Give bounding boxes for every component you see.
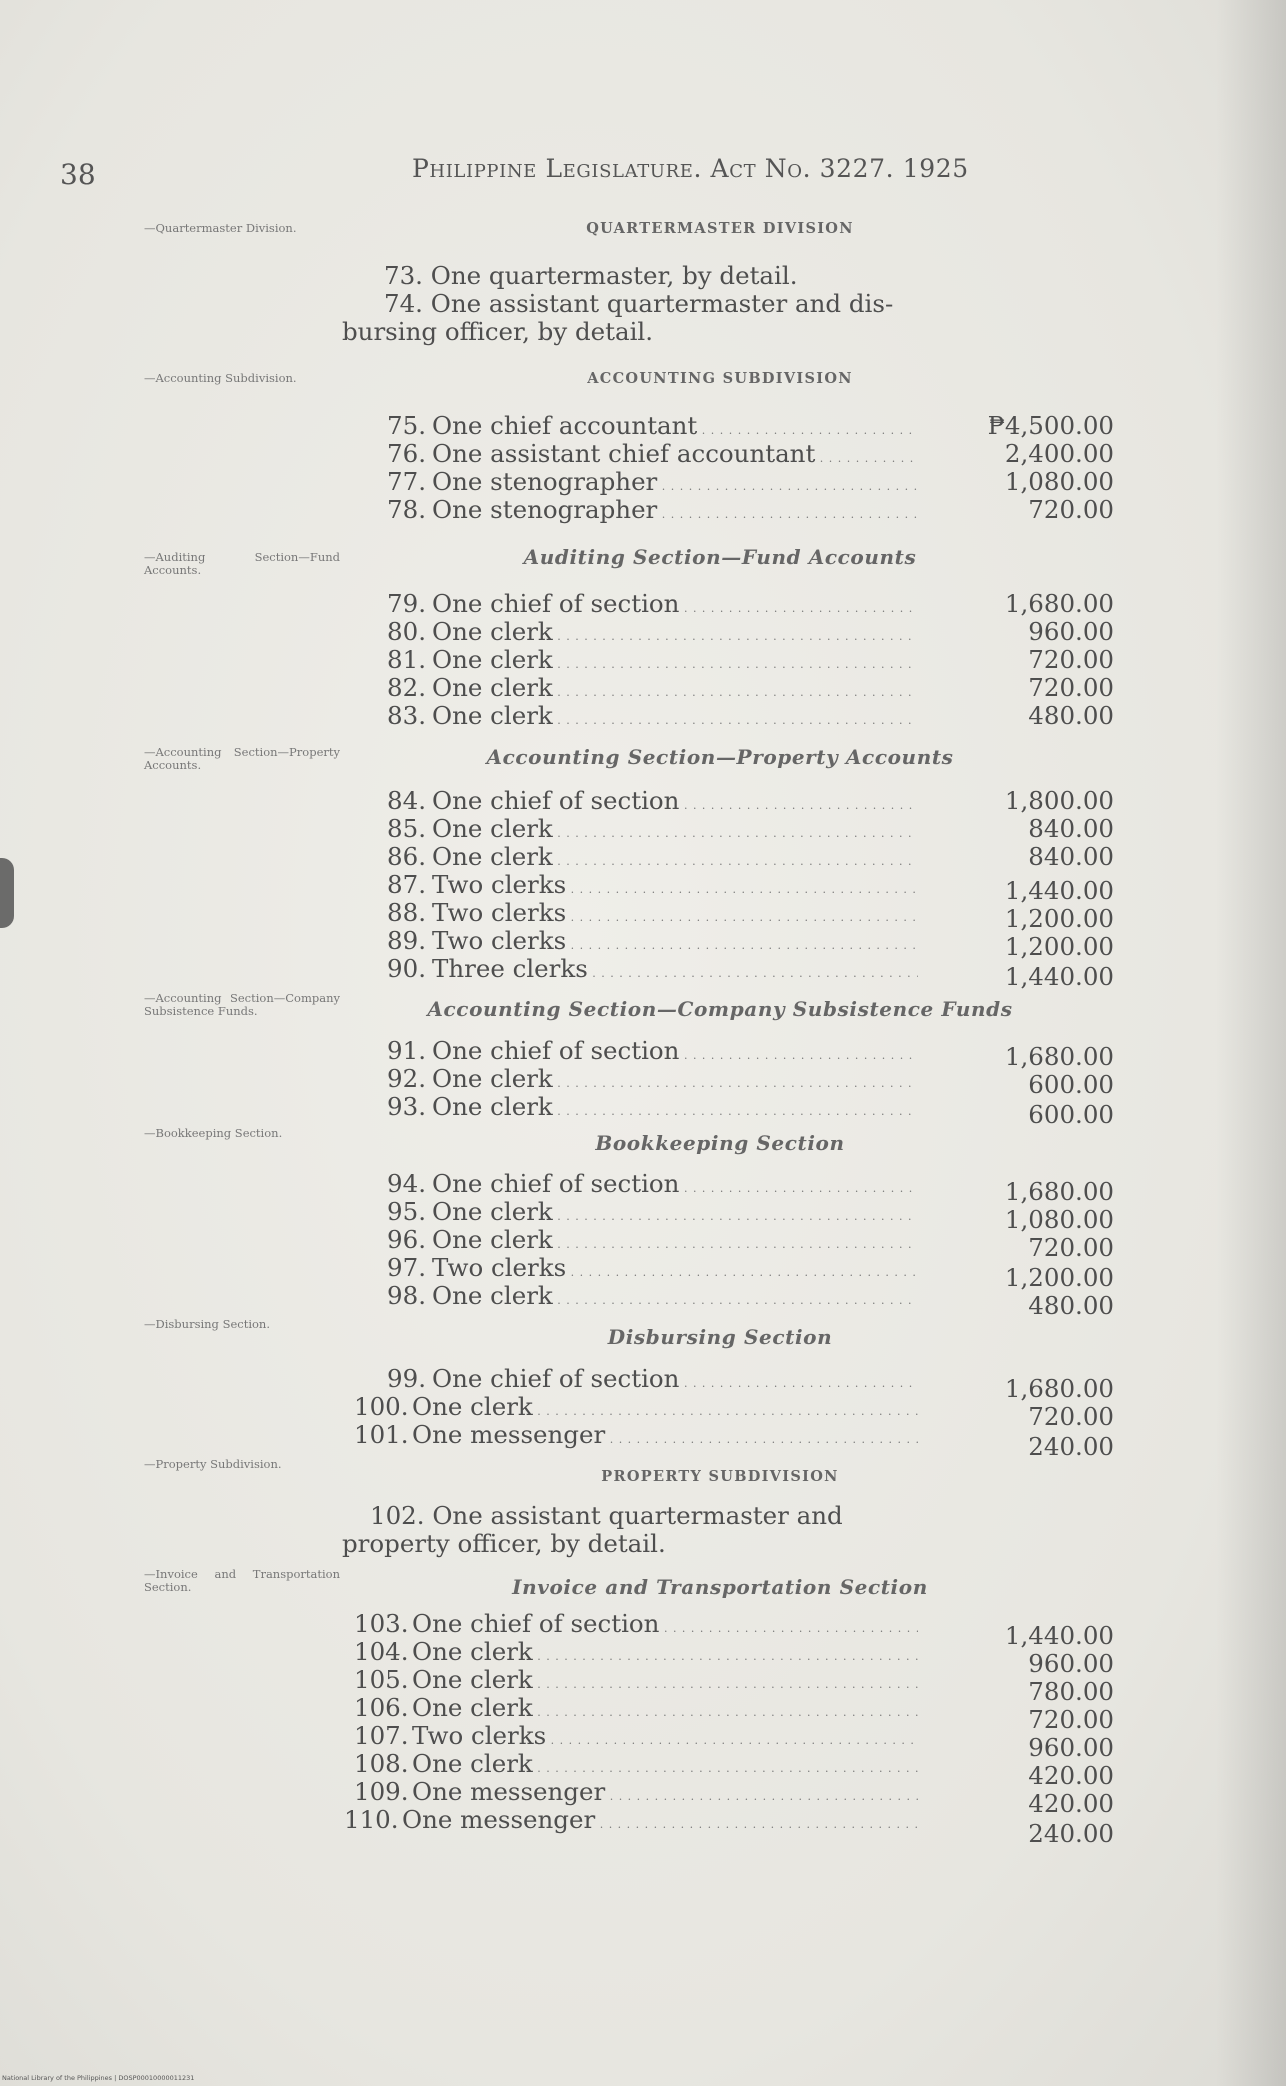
item-number: 100.	[354, 1392, 409, 1421]
line-item	[384, 1281, 1116, 1320]
item-number: 83.	[387, 701, 426, 730]
line-item	[384, 843, 1116, 871]
item-description: One chief of section . . .	[432, 590, 918, 623]
item-amount: 1,800.00	[1004, 786, 1114, 815]
item-amount: 960.00	[1028, 1733, 1114, 1762]
item-number: 80.	[387, 617, 426, 646]
item-number: 86.	[387, 842, 426, 871]
item-description: Three clerks . . .	[432, 955, 918, 988]
item-description: Two clerks . . .	[412, 1722, 918, 1755]
section-heading: Bookkeeping Section	[595, 1131, 845, 1155]
item-amount: 720.00	[1028, 1402, 1114, 1431]
item-amount: 1,680.00	[1004, 1374, 1114, 1403]
item-description: One clerk . . .	[412, 1638, 918, 1671]
line-item	[354, 1665, 1116, 1706]
item-amount: 840.00	[1028, 842, 1114, 871]
item-amount: 720.00	[1028, 495, 1114, 524]
item-amount: 480.00	[1028, 1291, 1114, 1320]
footer-credit: National Library of the Philippines | DOSP00010000011231	[2, 2074, 195, 2082]
line-item	[384, 1253, 1116, 1292]
item-number: 108.	[354, 1749, 409, 1778]
item-description: One clerk . . .	[432, 1226, 918, 1259]
item-amount: 600.00	[1028, 1100, 1114, 1129]
item-amount: 720.00	[1028, 1705, 1114, 1734]
item-description: One chief accountant . . .	[432, 412, 918, 445]
item-amount: 1,200.00	[1004, 1263, 1114, 1292]
item-amount: 720.00	[1028, 673, 1114, 702]
margin-note: —Quartermaster Division.	[144, 221, 297, 235]
margin-note: —Accounting Section—Company Subsistence Funds.	[144, 991, 340, 1018]
line-item	[344, 1805, 1116, 1848]
margin-note: —Bookkeeping Section.	[144, 1126, 283, 1140]
item-amount: 1,080.00	[1004, 1205, 1114, 1234]
margin-note: —Auditing Section—Fund Accounts.	[144, 550, 340, 577]
section-heading: Invoice and Transportation Section	[512, 1575, 928, 1599]
item-description: One clerk . . .	[432, 843, 918, 876]
line-item	[384, 1036, 1116, 1071]
margin-note: —Accounting Section—Property Accounts.	[144, 745, 340, 772]
line-item	[384, 702, 1116, 730]
item-description: One clerk . . .	[432, 674, 918, 707]
page-tab-mark	[0, 858, 14, 928]
item-number: 95.	[387, 1197, 426, 1226]
item-number: 76.	[387, 439, 426, 468]
item-number: 101.	[354, 1420, 409, 1449]
item-number: 88.	[387, 898, 426, 927]
item-amount: 960.00	[1028, 617, 1114, 646]
margin-note: —Invoice and Transportation Section.	[144, 1567, 340, 1594]
item-description: One assistant chief accountant . . .	[432, 440, 918, 473]
line-item	[354, 1420, 1116, 1461]
item-description: One clerk . . .	[432, 815, 918, 848]
item-number: 75.	[387, 411, 426, 440]
item-amount: 420.00	[1028, 1789, 1114, 1818]
line-item	[384, 1197, 1116, 1234]
item-description: Two clerks . . .	[432, 1254, 918, 1287]
item-description: One stenographer . . .	[432, 496, 918, 529]
margin-note: —Property Subdivision.	[144, 1457, 282, 1471]
item-amount: 480.00	[1028, 701, 1114, 730]
item-number: 99.	[387, 1364, 426, 1393]
section-heading: PROPERTY SUBDIVISION	[601, 1468, 839, 1485]
item-description: Two clerks . . .	[432, 899, 918, 932]
item-number: 85.	[387, 814, 426, 843]
line-item	[354, 1392, 1116, 1431]
page-number: 38	[60, 158, 96, 191]
paragraph-item-74-cont: bursing officer, by detail.	[342, 317, 654, 346]
line-item	[384, 674, 1116, 702]
running-head: Philippine Legislature. Act No. 3227. 1925	[412, 154, 969, 183]
item-amount: 420.00	[1028, 1761, 1114, 1790]
line-item	[354, 1637, 1116, 1678]
paragraph-item-102: 102. One assistant quartermaster and	[370, 1501, 843, 1530]
line-item	[354, 1609, 1116, 1650]
item-number: 93.	[387, 1092, 426, 1121]
item-amount: 2,400.00	[1004, 439, 1114, 468]
line-item	[384, 1092, 1116, 1129]
line-item	[354, 1721, 1116, 1762]
line-item	[384, 412, 1116, 440]
item-description: One clerk . . .	[412, 1393, 918, 1426]
item-description: One stenographer . . .	[432, 468, 918, 501]
item-description: One clerk . . .	[432, 618, 918, 651]
line-item	[384, 646, 1116, 674]
item-amount: 840.00	[1028, 814, 1114, 843]
item-amount: 780.00	[1028, 1677, 1114, 1706]
item-description: One clerk . . .	[432, 1065, 918, 1098]
item-number: 77.	[387, 467, 426, 496]
item-description: One chief of section . . .	[432, 1170, 918, 1203]
line-item	[384, 898, 1116, 933]
item-description: One clerk . . .	[412, 1750, 918, 1783]
item-number: 107.	[354, 1721, 409, 1750]
line-item	[384, 954, 1116, 991]
item-description: One clerk . . .	[412, 1694, 918, 1727]
item-description: One messenger . . .	[412, 1778, 918, 1811]
item-amount: 240.00	[1028, 1819, 1114, 1848]
item-amount: 1,200.00	[1004, 904, 1114, 933]
line-item	[384, 1364, 1116, 1403]
item-description: One messenger . . .	[402, 1806, 918, 1839]
item-amount: ₱4,500.00	[987, 411, 1114, 440]
item-number: 104.	[354, 1637, 409, 1666]
section-heading: ACCOUNTING SUBDIVISION	[587, 370, 853, 387]
item-amount: 1,680.00	[1004, 589, 1114, 618]
item-number: 109.	[354, 1777, 409, 1806]
item-description: One chief of section . . .	[412, 1610, 918, 1643]
line-item	[384, 618, 1116, 646]
item-amount: 1,440.00	[1004, 1621, 1114, 1650]
line-item	[384, 1064, 1116, 1099]
item-number: 89.	[387, 926, 426, 955]
item-number: 105.	[354, 1665, 409, 1694]
item-description: Two clerks . . .	[432, 927, 918, 960]
item-number: 94.	[387, 1169, 426, 1198]
item-description: One clerk . . .	[432, 702, 918, 735]
item-amount: 720.00	[1028, 1233, 1114, 1262]
line-item	[384, 468, 1116, 496]
item-number: 79.	[387, 589, 426, 618]
item-description: One clerk . . .	[432, 1198, 918, 1231]
item-description: One chief of section . . .	[432, 1037, 918, 1070]
item-number: 81.	[387, 645, 426, 674]
item-number: 103.	[354, 1609, 409, 1638]
line-item	[384, 815, 1116, 843]
line-item	[384, 590, 1116, 618]
item-description: One chief of section . . .	[432, 1365, 918, 1398]
item-number: 92.	[387, 1064, 426, 1093]
item-number: 82.	[387, 673, 426, 702]
item-amount: 600.00	[1028, 1070, 1114, 1099]
line-item	[354, 1749, 1116, 1790]
item-amount: 1,680.00	[1004, 1177, 1114, 1206]
item-amount: 1,080.00	[1004, 467, 1114, 496]
item-amount: 1,200.00	[1004, 932, 1114, 961]
line-item	[384, 440, 1116, 468]
item-description: One clerk . . .	[432, 1282, 918, 1315]
item-number: 98.	[387, 1281, 426, 1310]
item-amount: 240.00	[1028, 1432, 1114, 1461]
item-amount: 1,440.00	[1004, 876, 1114, 905]
line-item	[384, 926, 1116, 961]
margin-note: —Accounting Subdivision.	[144, 371, 297, 385]
paragraph-item-74: 74. One assistant quartermaster and dis-	[384, 289, 894, 318]
item-number: 91.	[387, 1036, 426, 1065]
item-number: 87.	[387, 870, 426, 899]
item-number: 90.	[387, 954, 426, 983]
item-description: Two clerks . . .	[432, 871, 918, 904]
section-heading: Accounting Section—Property Accounts	[486, 745, 954, 769]
item-amount: 1,680.00	[1004, 1042, 1114, 1071]
item-description: One chief of section . . .	[432, 787, 918, 820]
line-item	[384, 496, 1116, 524]
item-description: One messenger . . .	[412, 1421, 918, 1454]
line-item	[384, 1169, 1116, 1206]
section-heading: Disbursing Section	[607, 1325, 833, 1349]
item-number: 106.	[354, 1693, 409, 1722]
item-number: 97.	[387, 1253, 426, 1282]
section-heading: Auditing Section—Fund Accounts	[523, 545, 917, 569]
line-item	[384, 1225, 1116, 1262]
item-amount: 720.00	[1028, 645, 1114, 674]
line-item	[384, 870, 1116, 905]
item-number: 110.	[344, 1805, 399, 1834]
item-amount: 1,440.00	[1004, 962, 1114, 991]
margin-note: —Disbursing Section.	[144, 1317, 270, 1331]
section-heading: Accounting Section—Company Subsistence Funds	[427, 997, 1013, 1021]
item-description: One clerk . . .	[432, 646, 918, 679]
paragraph-item-102-cont: property officer, by detail.	[342, 1529, 666, 1558]
line-item	[384, 787, 1116, 815]
page-edge-shadow	[1216, 0, 1286, 2086]
paragraph-item-73: 73. One quartermaster, by detail.	[384, 261, 798, 290]
item-number: 78.	[387, 495, 426, 524]
item-description: One clerk . . .	[432, 1093, 918, 1126]
line-item	[354, 1693, 1116, 1734]
item-number: 84.	[387, 786, 426, 815]
line-item	[354, 1777, 1116, 1818]
item-number: 96.	[387, 1225, 426, 1254]
item-description: One clerk . . .	[412, 1666, 918, 1699]
section-heading: QUARTERMASTER DIVISION	[586, 220, 854, 237]
item-amount: 960.00	[1028, 1649, 1114, 1678]
